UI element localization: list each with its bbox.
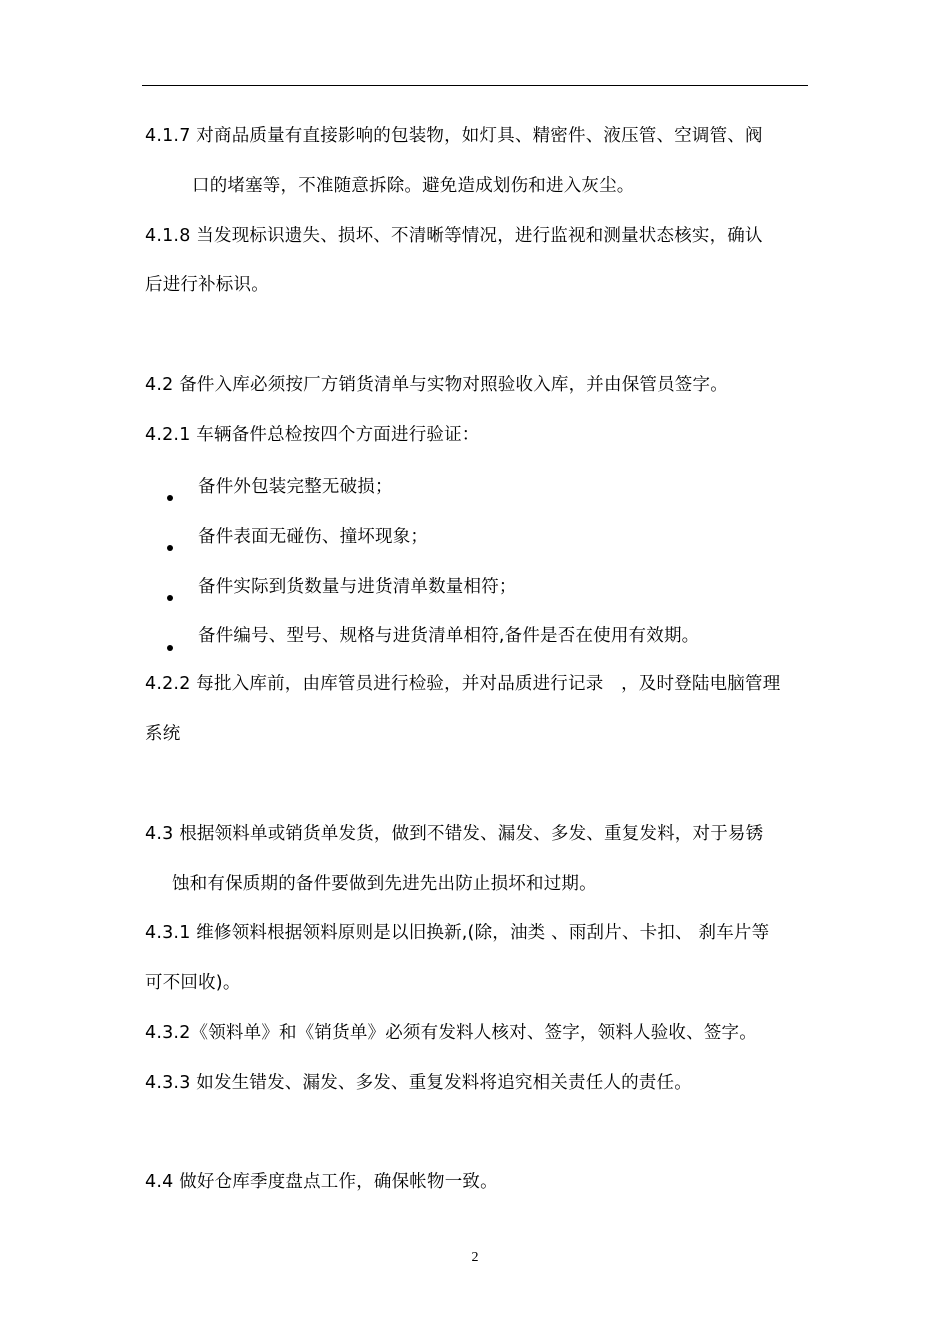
paragraph-4-3-2: 4.3.2《领料单》和《销货单》必须有发料人核对、签字，领料人验收、签字。 xyxy=(145,1023,757,1043)
paragraph-4-3: 4.3 根据领料单或销货单发货，做到不错发、漏发、多发、重复发料，对于易锈 xyxy=(145,824,764,844)
page-number: 2 xyxy=(471,1250,479,1265)
paragraph-4-2-2: 4.2.2 每批入库前，由库管员进行检验，并对品质进行记录 ，及时登陆电脑管理 xyxy=(145,674,781,694)
bullet-item-4: 备件编号、型号、规格与进货清单相符,备件是否在使用有效期。 xyxy=(198,626,700,646)
paragraph-4-3-1-cont: 可不回收)。 xyxy=(145,973,241,993)
paragraph-4-3-1: 4.3.1 维修领料根据领料原则是以旧换新,(除，油类 、雨刮片、卡扣、 刹车片等 xyxy=(145,923,770,943)
paragraph-4-4: 4.4 做好仓库季度盘点工作，确保帐物一致。 xyxy=(145,1172,498,1192)
bullet-dot xyxy=(167,495,173,501)
paragraph-4-2: 4.2 备件入库必须按厂方销货清单与实物对照验收入库，并由保管员签字。 xyxy=(145,375,728,395)
paragraph-4-1-8: 4.1.8 当发现标识遗失、损坏、不清晰等情况，进行监视和测量状态核实，确认 xyxy=(145,226,763,246)
paragraph-4-1-7: 4.1.7 对商品质量有直接影响的包装物，如灯具、精密件、液压管、空调管、阀 xyxy=(145,126,763,146)
bullet-dot xyxy=(167,545,173,551)
header-rule xyxy=(142,85,808,86)
bullet-dot xyxy=(167,645,173,651)
paragraph-4-1-7-cont: 口的堵塞等，不准随意拆除。避免造成划伤和进入灰尘。 xyxy=(192,176,635,196)
bullet-item-2: 备件表面无碰伤、撞坏现象； xyxy=(198,527,429,547)
bullet-item-1: 备件外包装完整无破损； xyxy=(198,477,393,497)
paragraph-4-2-2-cont: 系统 xyxy=(145,724,181,744)
paragraph-4-2-1: 4.2.1 车辆备件总检按四个方面进行验证： xyxy=(145,425,480,445)
bullet-dot xyxy=(167,595,173,601)
paragraph-4-1-8-cont: 后进行补标识。 xyxy=(145,275,269,295)
bullet-item-3: 备件实际到货数量与进货清单数量相符； xyxy=(198,577,517,597)
paragraph-4-3-cont: 蚀和有保质期的备件要做到先进先出防止损坏和过期。 xyxy=(172,874,597,894)
paragraph-4-3-3: 4.3.3 如发生错发、漏发、多发、重复发料将追究相关责任人的责任。 xyxy=(145,1073,692,1093)
